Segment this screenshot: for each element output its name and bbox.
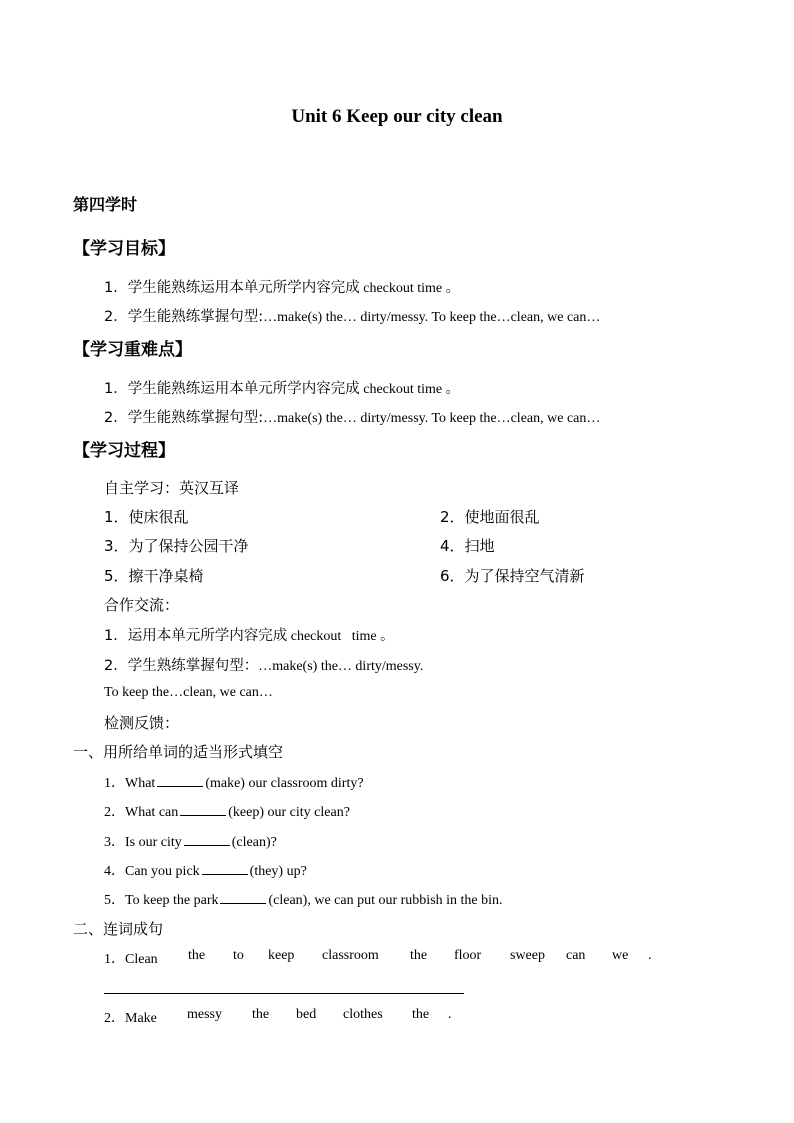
part1-heading: 一、用所给单词的适当形式填空 <box>73 743 284 761</box>
fill-question-2 <box>104 801 350 821</box>
key-item-1 <box>104 377 460 398</box>
fill-blank-2[interactable] <box>180 803 226 816</box>
feedback-label: 检测反馈： <box>104 714 180 732</box>
word-2-6: the <box>412 1007 430 1022</box>
key-2-number: 2． <box>104 410 128 426</box>
goal-1-text-cn: 学生能熟练运用本单元所学内容完成 <box>127 280 360 296</box>
word-1-5: classroom <box>322 948 379 963</box>
fill-question-4-end: (they) up? <box>249 864 307 879</box>
word-1-1: 1．Clean <box>104 952 158 967</box>
fill-question-5-start: 5．To keep the park <box>104 893 219 908</box>
translate-item-2: 2．使地面很乱 <box>440 508 540 526</box>
word-1-7: floor <box>454 948 482 963</box>
word-1-11: . <box>648 948 652 963</box>
word-2-4: bed <box>296 1007 317 1022</box>
fill-question-3-start: 3．Is our city <box>104 835 182 850</box>
key-1-text-en: checkout time 。 <box>359 382 460 397</box>
fill-question-4-start: 4．Can you pick <box>104 864 200 879</box>
cooperation-label: 合作交流： <box>104 596 180 614</box>
fill-blank-5[interactable] <box>220 891 266 904</box>
goal-item-1 <box>104 276 460 297</box>
key-2-text-en: …make(s) the… dirty/messy. To keep the…clean, we can… <box>263 411 601 426</box>
key-points-heading: 【学习重难点】 <box>73 340 192 360</box>
fill-blank-4[interactable] <box>202 862 248 875</box>
word-1-2: the <box>188 948 206 963</box>
cooperation-item-1-en: checkout time 。 <box>287 629 395 644</box>
goal-item-2 <box>104 305 600 326</box>
word-2-1: 2．Make <box>104 1011 157 1026</box>
part2-heading: 二、连词成句 <box>73 920 164 938</box>
word-1-3: to <box>233 948 244 963</box>
fill-question-5-end: (clean), we can put our rubbish in the bin. <box>268 893 503 908</box>
fill-question-1-end: (make) our classroom dirty? <box>205 776 364 791</box>
key-2-text-cn: 学生能熟练掌握句型: <box>127 410 264 426</box>
fill-question-5 <box>104 889 503 909</box>
fill-question-2-start: 2．What can <box>104 805 179 820</box>
word-2-2: messy <box>187 1007 222 1022</box>
translate-item-1: 1．使床很乱 <box>104 508 189 526</box>
word-1-4: keep <box>268 948 295 963</box>
translate-item-5: 5．擦干净桌椅 <box>104 567 204 585</box>
translate-item-4: 4．扫地 <box>440 537 495 555</box>
goals-heading: 【学习目标】 <box>73 239 175 259</box>
lesson-label: 第四学时 <box>73 195 138 214</box>
cooperation-item-1 <box>104 624 394 645</box>
goal-2-text-cn: 学生能熟练掌握句型: <box>127 309 264 325</box>
word-2-7: . <box>448 1007 452 1022</box>
word-2-3: the <box>252 1007 270 1022</box>
cooperation-item-2 <box>104 654 423 675</box>
cooperation-item-2-cn: 2．学生熟练掌握句型： <box>104 658 259 674</box>
cooperation-item-1-cn: 1．运用本单元所学内容完成 <box>104 628 288 644</box>
fill-question-3-end: (clean)? <box>231 835 277 850</box>
fill-question-1 <box>104 772 364 792</box>
key-1-text-cn: 学生能熟练运用本单元所学内容完成 <box>127 381 360 397</box>
word-1-9: can <box>566 948 586 963</box>
translate-item-6: 6．为了保持空气清新 <box>440 567 585 585</box>
fill-blank-3[interactable] <box>184 833 230 846</box>
self-study-label: 自主学习：英汉互译 <box>104 479 240 497</box>
word-1-6: the <box>410 948 428 963</box>
word-1-10: we <box>612 948 629 963</box>
page-title: Unit 6 Keep our city clean <box>291 106 503 127</box>
process-heading: 【学习过程】 <box>73 441 175 461</box>
fill-blank-1[interactable] <box>157 774 203 787</box>
cooperation-item-2-en: …make(s) the… dirty/messy. <box>258 659 424 674</box>
key-1-number: 1． <box>104 381 128 397</box>
fill-question-1-start: 1．What <box>104 776 156 791</box>
translate-item-3: 3．为了保持公园干净 <box>104 537 249 555</box>
goal-2-number: 2． <box>104 309 128 325</box>
word-1-8: sweep <box>510 948 545 963</box>
answer-line[interactable] <box>104 993 464 994</box>
key-item-2 <box>104 406 600 427</box>
goal-1-text-en: checkout time 。 <box>359 281 460 296</box>
cooperation-line-3: To keep the…clean, we can… <box>104 685 273 700</box>
fill-question-4 <box>104 860 307 880</box>
word-2-5: clothes <box>343 1007 383 1022</box>
goal-1-number: 1． <box>104 280 128 296</box>
fill-question-3 <box>104 831 277 851</box>
goal-2-text-en: …make(s) the… dirty/messy. To keep the…clean, we can… <box>263 310 601 325</box>
fill-question-2-end: (keep) our city clean? <box>228 805 350 820</box>
